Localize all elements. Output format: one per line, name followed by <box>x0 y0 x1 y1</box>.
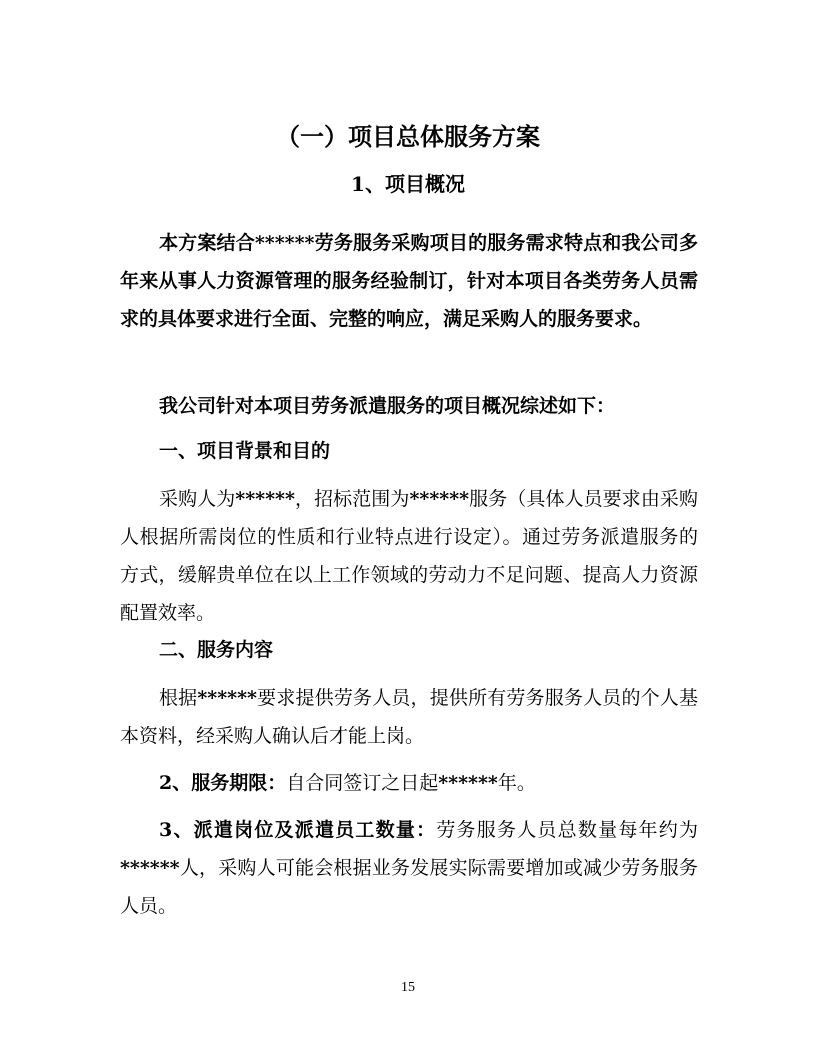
staffing-paragraph <box>120 811 698 925</box>
section1-text-c: 服务（具体人员要求由采购人根据所需岗位的性质和行业特点进行设定）。通过劳务派遣服务的方式，缓解贵单位在以上工作领域的劳动力不足问题、提高人力资源配置效率。 <box>120 488 698 624</box>
masked-value: ****** <box>120 857 180 879</box>
section2-heading: 二、服务内容 <box>159 639 274 661</box>
section1-heading: 一、项目背景和目的 <box>159 440 331 462</box>
page-title: （一）项目总体服务方案 <box>276 122 540 151</box>
masked-value: ****** <box>197 687 257 709</box>
section-subtitle: 1、项目概况 <box>351 172 465 196</box>
service-term-text-a: 自合同签订之日起 <box>286 772 439 794</box>
staffing-label: 3、派遣岗位及派遣员工数量： <box>159 819 437 841</box>
page-number: 15 <box>401 980 415 995</box>
section2-text-a: 根据 <box>159 687 198 709</box>
summary-line: 我公司针对本项目劳务派遣服务的项目概况综述如下： <box>159 395 616 417</box>
staffing-text-a: 劳务服务人员总数量每年约为 <box>436 819 698 841</box>
masked-value: ****** <box>409 488 470 510</box>
staffing-text-b: 人，采购人可能会根据业务发展实际需要增加或减少劳务服务人员。 <box>120 857 698 917</box>
service-term-text-b: 年。 <box>497 772 536 794</box>
intro-paragraph: 本方案结合******劳务服务采购项目的服务需求特点和我公司多年来从事人力资源管理的服务经验制订，针对本项目各类劳务人员需求的具体要求进行全面、完整的响应，满足采购人的服务要求。 <box>120 232 698 330</box>
service-term-label: 2、服务期限： <box>159 772 287 794</box>
section1-text-b: ，招标范围为 <box>294 488 410 510</box>
section2-text-b: 要求提供劳务人员，提供所有劳务服务人员的个人基本资料，经采购人确认后才能上岗。 <box>120 687 698 747</box>
masked-value: ****** <box>438 772 498 794</box>
masked-value: ****** <box>235 488 295 510</box>
section2-paragraph <box>120 679 698 755</box>
section1-text-a: 采购人为 <box>159 488 236 510</box>
service-term-paragraph <box>120 764 698 802</box>
section1-paragraph <box>120 480 698 632</box>
